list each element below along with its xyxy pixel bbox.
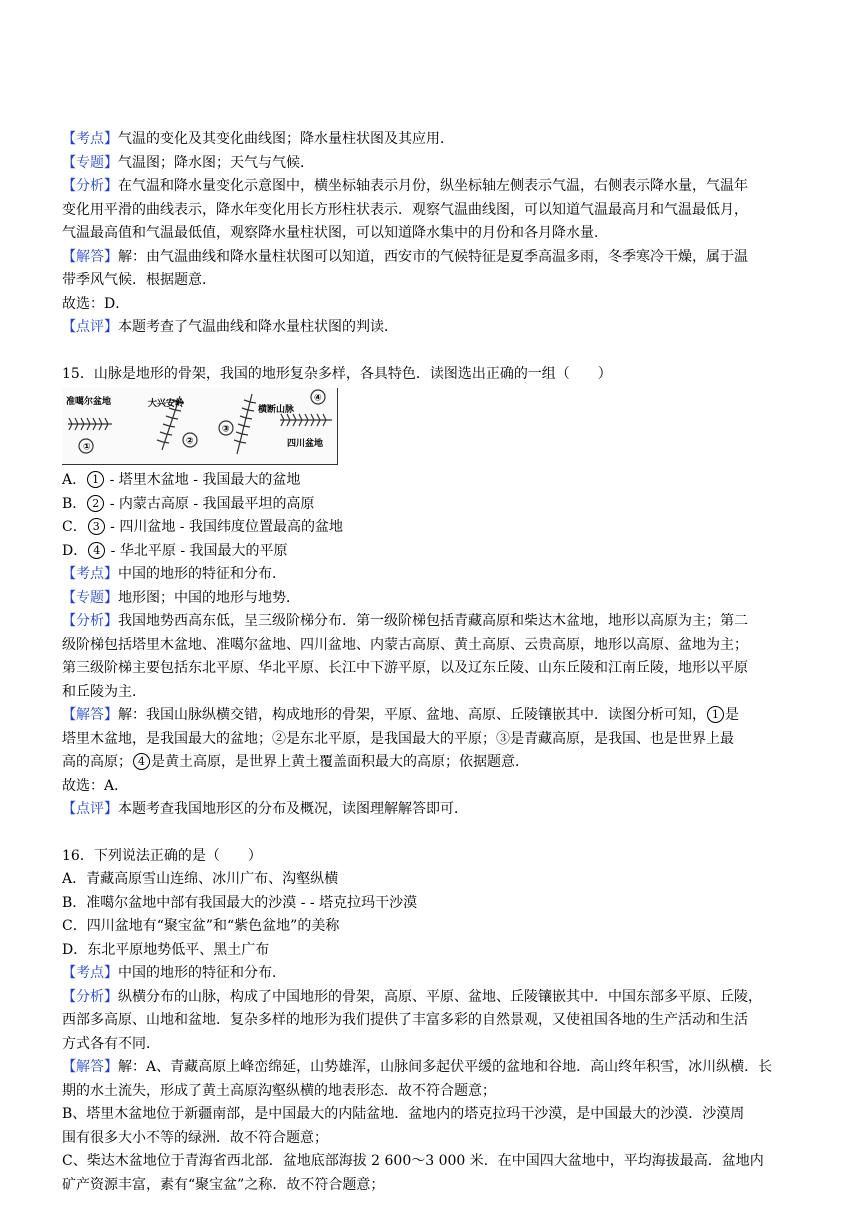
q15-answer: 故选：A． [62,777,129,794]
q15-jieda-line2: 塔里木盆地，是我国最大的盆地；②是东北平原，是我国最大的平原；③是青藏高原，是我国、也是世界上最 [62,730,734,747]
q14-fenxi-line2: 变化用平滑的曲线表示，降水年变化用长方形柱状表示．观察气温曲线图，可以知道气温最高月和气温最低月， [62,201,748,218]
mountain-figure [62,388,338,465]
q14-zhuanti: 【专题】气温图；降水图；天气与气候． [62,154,314,171]
q16-jieda-line2: 期的水土流失，形成了黄土高原沟壑纵横的地表形态．故不符合题意； [62,1082,496,1099]
fig-label-3: 横断山脉 [258,405,295,415]
q15-fenxi-line3: 第三级阶梯主要包括东北平原、华北平原、长江中下游平原，以及辽东丘陵、山东丘陵和江南丘陵，地形以平原 [62,660,748,676]
mountain-figure-svg [62,388,337,464]
q15-kaodian: 【考点】中国的地形的特征和分布． [62,566,286,582]
q16-fenxi-line3: 方式各有不同． [62,1035,160,1052]
circled-number: 1 [87,471,104,488]
fig-num-3: ③ [222,424,230,435]
fig-label-2: 大兴安岭 [148,399,185,409]
circled-number: 3 [88,518,105,535]
fig-label-4: 四川盆地 [287,439,324,449]
q15-option-b: B． 2 - 内蒙古高原 - 我国最平坦的高原 [62,495,315,512]
q15-fenxi-line2: 级阶梯包括塔里木盆地、准噶尔盆地、四川盆地、内蒙古高原、黄土高原、云贵高原，地形以高原、盆地为主； [62,636,748,653]
circled-number: 1 [707,706,724,723]
q14-fenxi: 【分析】在气温和降水量变化示意图中，横坐标轴表示月份，纵坐标轴左侧表示气温，右侧表示降水量，气温年 [62,178,748,194]
q16-jieda-line4: 围有很多大小不等的绿洲．故不符合题意； [62,1129,328,1146]
q15-zhuanti: 【专题】地形图；中国的地形与地势． [62,589,300,606]
q16-fenxi-line2: 西部多高原、山地和盆地．复杂多样的地形为我们提供了丰富多彩的自然景观，又使祖国各地的生产活动和生活 [62,1012,748,1028]
q16-option-c: C．四川盆地有“聚宝盆”和“紫色盆地”的美称 [62,918,340,934]
q16-jieda-line3: B、塔里木盆地位于新疆南部，是中国最大的内陆盆地．盆地内的塔克拉玛干沙漠，是中国最大的沙漠．沙漠周 [62,1106,745,1122]
q14-jieda-line2: 带季风气候．根据题意． [62,272,216,288]
q14-fenxi-line3: 气温最高值和气温最低值，观察降水量柱状图，可以知道降水集中的月份和各月降水量． [62,225,608,241]
fig-label-1: 准噶尔盆地 [66,397,112,407]
q15-stem: 15．山脉是地形的骨架，我国的地形复杂多样，各具特色．读图选出正确的一组（ ） [62,365,612,382]
document-page [62,128,800,1197]
q14-answer: 故选：D． [62,295,130,312]
q15-fenxi-line4: 和丘陵为主． [62,683,146,700]
q16-option-b: B．准噶尔盆地中部有我国最大的沙漠 - - 塔克拉玛干沙漠 [62,894,418,911]
q15-option-d: D． 4 - 华北平原 - 我国最大的平原 [62,542,288,559]
fig-num-1: ① [83,442,91,453]
q16-jieda: 【解答】解：A、青藏高原上峰峦绵延，山势雄浑，山脉间多起伏平缓的盆地和谷地．高山终年积雪，冰川纵横．长 [62,1059,773,1075]
q15-fenxi: 【分析】我国地势西高东低，呈三级阶梯分布．第一级阶梯包括青藏高原和柴达木盆地，地形以高原为主；第二 [62,613,748,629]
q16-option-a: A．青藏高原雪山连绵、冰川广布、沟壑纵横 [62,871,339,887]
q15-option-a: A． 1 - 塔里木盆地 - 我国最大的盆地 [62,472,301,488]
q15-jieda: 【解答】解：我国山脉纵横交错，构成地形的骨架，平原、盆地、高原、丘陵镶嵌其中．读图分析可知， 1 是 [62,707,739,723]
q16-kaodian: 【考点】中国的地形的特征和分布． [62,965,286,981]
q15-option-c: C． 3 - 四川盆地 - 我国纬度位置最高的盆地 [62,519,343,535]
fig-num-2: ② [186,436,194,447]
q15-dianping: 【点评】本题考查我国地形区的分布及概况，读图理解解答即可． [62,801,468,817]
q16-jieda-line6: 矿产资源丰富，素有“聚宝盆”之称．故不符合题意； [62,1176,385,1193]
q16-option-d: D．东北平原地势低平、黑土广布 [62,941,270,958]
q15-jieda-line3: 高的高原； 4 是黄土高原，是世界上黄土覆盖面积最大的高原；依据题意． [62,754,529,770]
q14-dianping: 【点评】本题考查了气温曲线和降水量柱状图的判读． [62,319,398,335]
circled-number: 4 [133,753,150,770]
fig-num-4: ④ [314,393,322,404]
q16-fenxi: 【分析】纵横分布的山脉，构成了中国地形的骨架，高原、平原、盆地、丘陵镶嵌其中．中国东部多平原、丘陵， [62,988,762,1005]
circled-number: 2 [87,495,104,512]
q16-jieda-line5: C、柴达木盆地位于青海省西北部．盆地底部海拔 2 600～3 000 米．在中国四大盆地中，平均海拔最高．盆地内 [62,1153,764,1169]
q14-kaodian: 【考点】气温的变化及其变化曲线图；降水量柱状图及其应用． [62,131,454,147]
circled-number: 4 [88,542,105,559]
q14-jieda: 【解答】解：由气温曲线和降水量柱状图可以知道，西安市的气候特征是夏季高温多雨，冬季寒冷干燥，属于温 [62,248,748,265]
q16-stem: 16．下列说法正确的是（ ） [62,847,262,864]
